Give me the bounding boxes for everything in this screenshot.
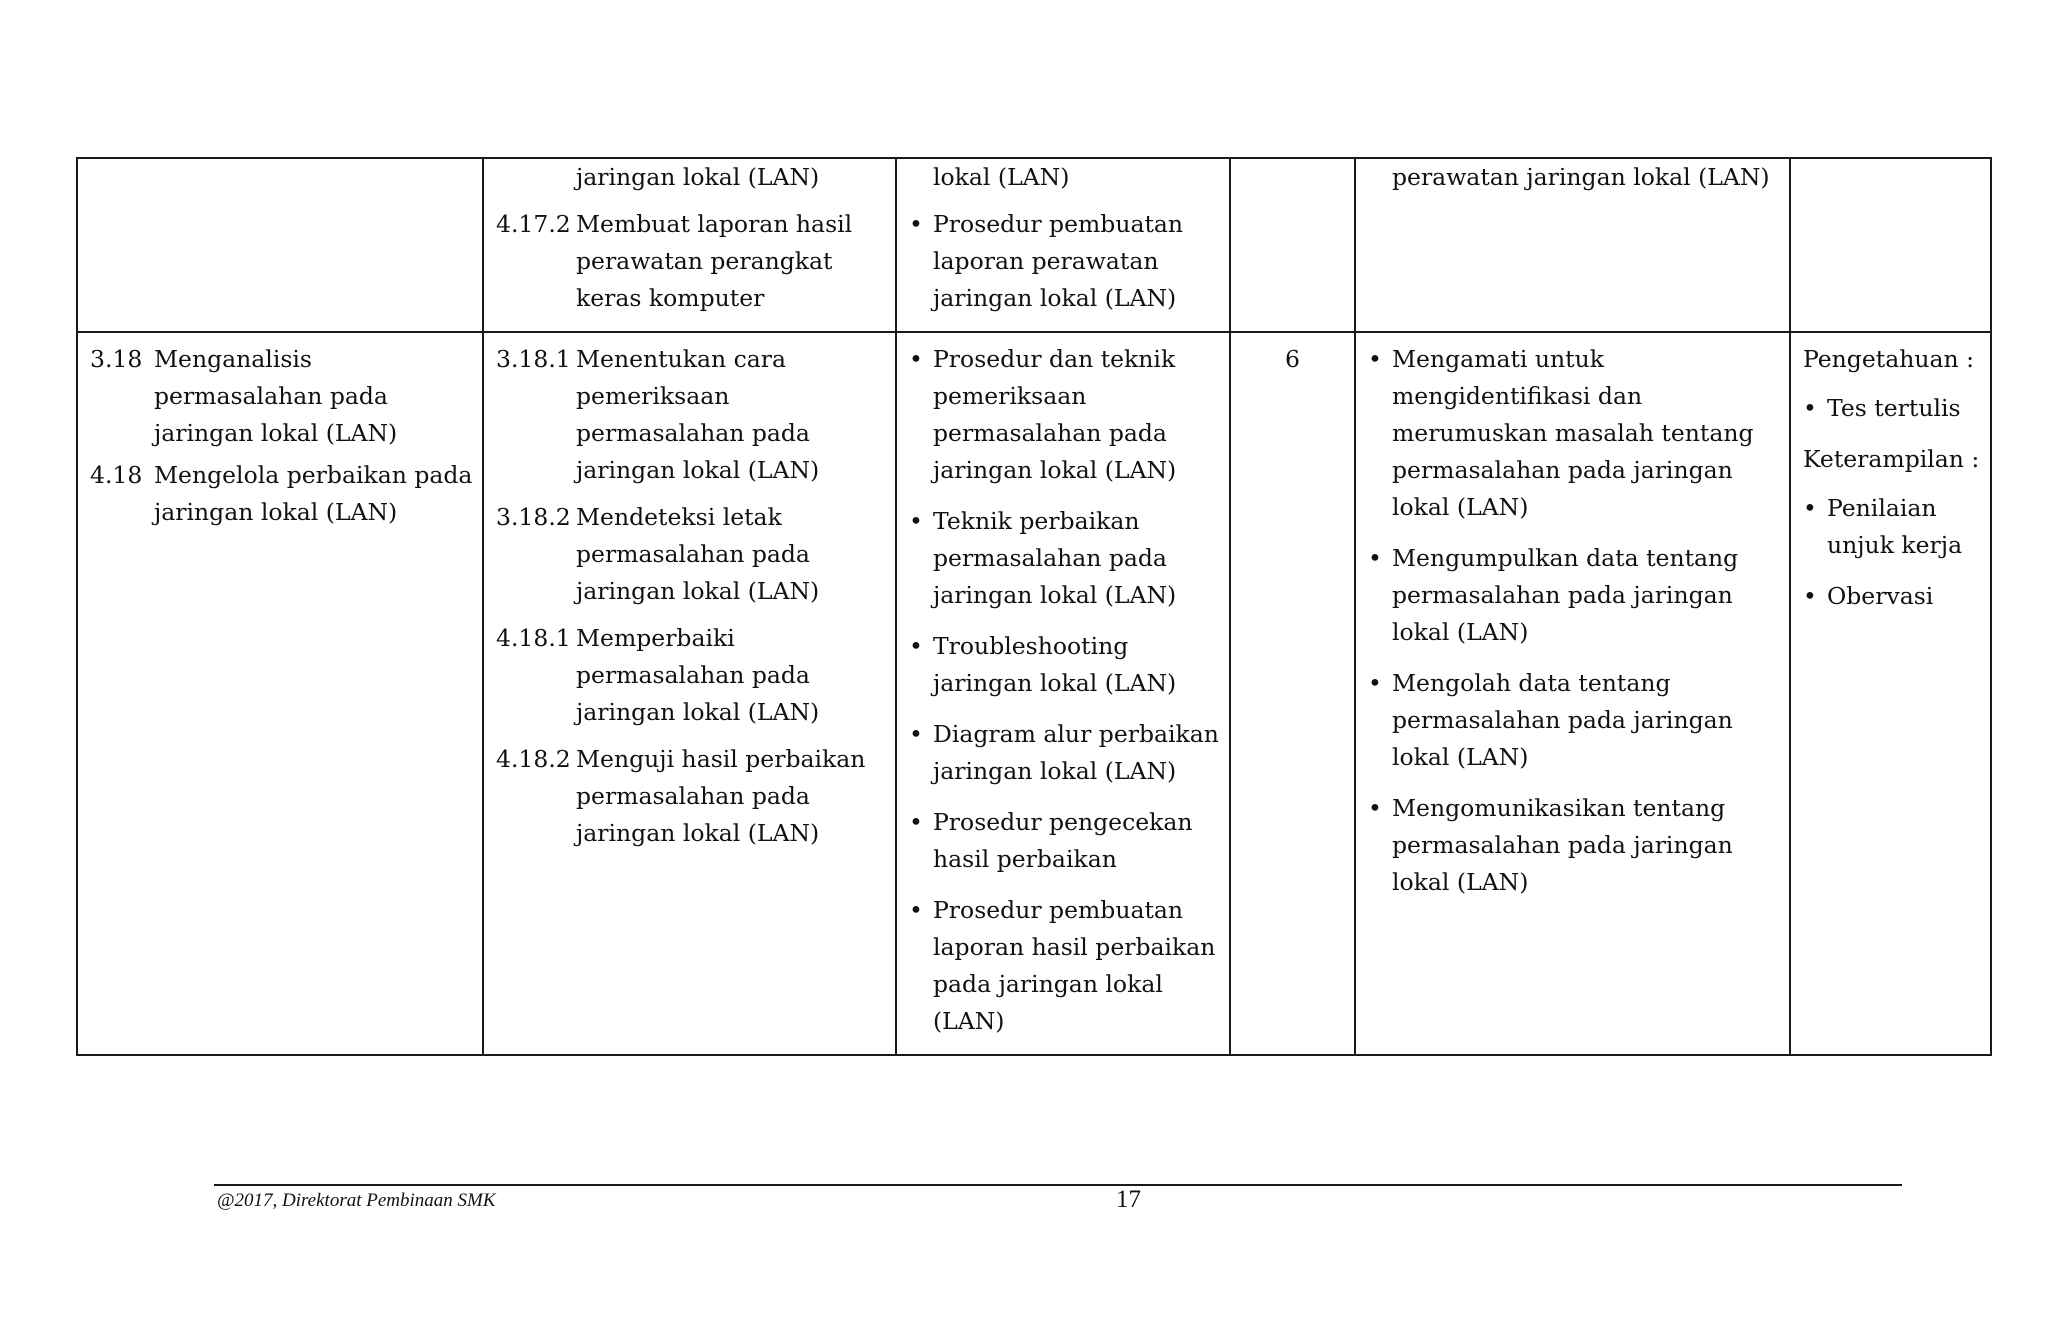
- indicator-item: [496, 741, 887, 852]
- material-item: • Teknik perbaikan permasalahan pada jaringan lokal (LAN): [909, 503, 1221, 614]
- main-row: [77, 332, 1991, 1055]
- activity-item: • Mengolah data tentang permasalahan pada jaringan lokal (LAN): [1368, 665, 1781, 776]
- indicator-text: Membuat laporan hasil perawatan perangkat keras komputer: [576, 210, 853, 312]
- material-cell: [896, 332, 1230, 1055]
- indicator-text: Menentukan cara pemeriksaan permasalahan pada jaringan lokal (LAN): [576, 345, 820, 484]
- indicator-number: 3.18.2: [496, 503, 571, 531]
- continued-row: [77, 158, 1991, 332]
- cont-time-cell: [1230, 158, 1355, 332]
- competency-item: [90, 341, 474, 452]
- competency-cell: [77, 332, 483, 1055]
- activity-item: • Mengomunikasikan tentang permasalahan pada jaringan lokal (LAN): [1368, 790, 1781, 901]
- competency-item: [90, 457, 474, 531]
- indicator-item: [496, 341, 887, 489]
- competency-number: 3.18: [90, 345, 143, 373]
- activity-item: • Mengamati untuk mengidentifikasi dan merumuskan masalah tentang permasalahan pada jaringan lokal (LAN): [1368, 341, 1781, 526]
- cont-competency-cell: [77, 158, 483, 332]
- cont-material-cell: [896, 158, 1230, 332]
- cont-indicator-cell: [483, 158, 896, 332]
- indicator-number: 4.18.2: [496, 745, 571, 773]
- competency-number: 4.18: [90, 461, 143, 489]
- material-continuation: lokal (LAN): [933, 163, 1070, 191]
- footer-divider: [214, 1184, 1902, 1186]
- footer-copyright: @2017, Direktorat Pembinaan SMK: [217, 1190, 496, 1211]
- material-item: • Troubleshooting jaringan lokal (LAN): [909, 628, 1221, 702]
- indicator-cell: [483, 332, 896, 1055]
- activity-item: • Mengumpulkan data tentang permasalahan pada jaringan lokal (LAN): [1368, 540, 1781, 651]
- activity-continuation: perawatan jaringan lokal (LAN): [1392, 163, 1770, 191]
- material-item: • Prosedur pembuatan laporan hasil perbaikan pada jaringan lokal (LAN): [909, 892, 1221, 1040]
- page-number: 17: [1116, 1186, 1141, 1213]
- indicator-continuation: [496, 159, 887, 196]
- competency-text: Mengelola perbaikan pada jaringan lokal (LAN): [154, 461, 473, 526]
- material-item: • Prosedur pembuatan laporan perawatan jaringan lokal (LAN): [909, 206, 1221, 317]
- indicator-item: [496, 499, 887, 610]
- indicator-text: Mendeteksi letak permasalahan pada jaringan lokal (LAN): [576, 503, 820, 605]
- skill-item: • Obervasi: [1803, 578, 1982, 615]
- cont-assessment-cell: [1790, 158, 1991, 332]
- knowledge-item: • Tes tertulis: [1803, 390, 1982, 427]
- syllabus-table: [76, 157, 1992, 1056]
- indicator-item: [496, 206, 887, 317]
- material-item: • Diagram alur perbaikan jaringan lokal (LAN): [909, 716, 1221, 790]
- indicator-text: Memperbaiki permasalahan pada jaringan lokal (LAN): [576, 624, 820, 726]
- material-item: • Prosedur pengecekan hasil perbaikan: [909, 804, 1221, 878]
- time-cell: [1230, 332, 1355, 1055]
- assessment-cell: [1790, 332, 1991, 1055]
- indicator-number: 3.18.1: [496, 345, 571, 373]
- indicator-number: 4.18.1: [496, 624, 571, 652]
- material-item: • Prosedur dan teknik pemeriksaan permasalahan pada jaringan lokal (LAN): [909, 341, 1221, 489]
- indicator-item: [496, 620, 887, 731]
- time-allocation: 6: [1285, 345, 1300, 373]
- indicator-number: 4.17.2: [496, 210, 571, 238]
- competency-text: Menganalisis permasalahan pada jaringan lokal (LAN): [154, 345, 398, 447]
- indicator-text: Menguji hasil perbaikan permasalahan pada jaringan lokal (LAN): [576, 745, 866, 847]
- knowledge-label: Pengetahuan :: [1803, 345, 1975, 373]
- cont-activity-cell: [1355, 158, 1790, 332]
- indicator-continuation-text: jaringan lokal (LAN): [576, 163, 820, 191]
- skill-label: Keterampilan :: [1803, 445, 1980, 473]
- activity-cell: [1355, 332, 1790, 1055]
- skill-item: • Penilaian unjuk kerja: [1803, 490, 1982, 564]
